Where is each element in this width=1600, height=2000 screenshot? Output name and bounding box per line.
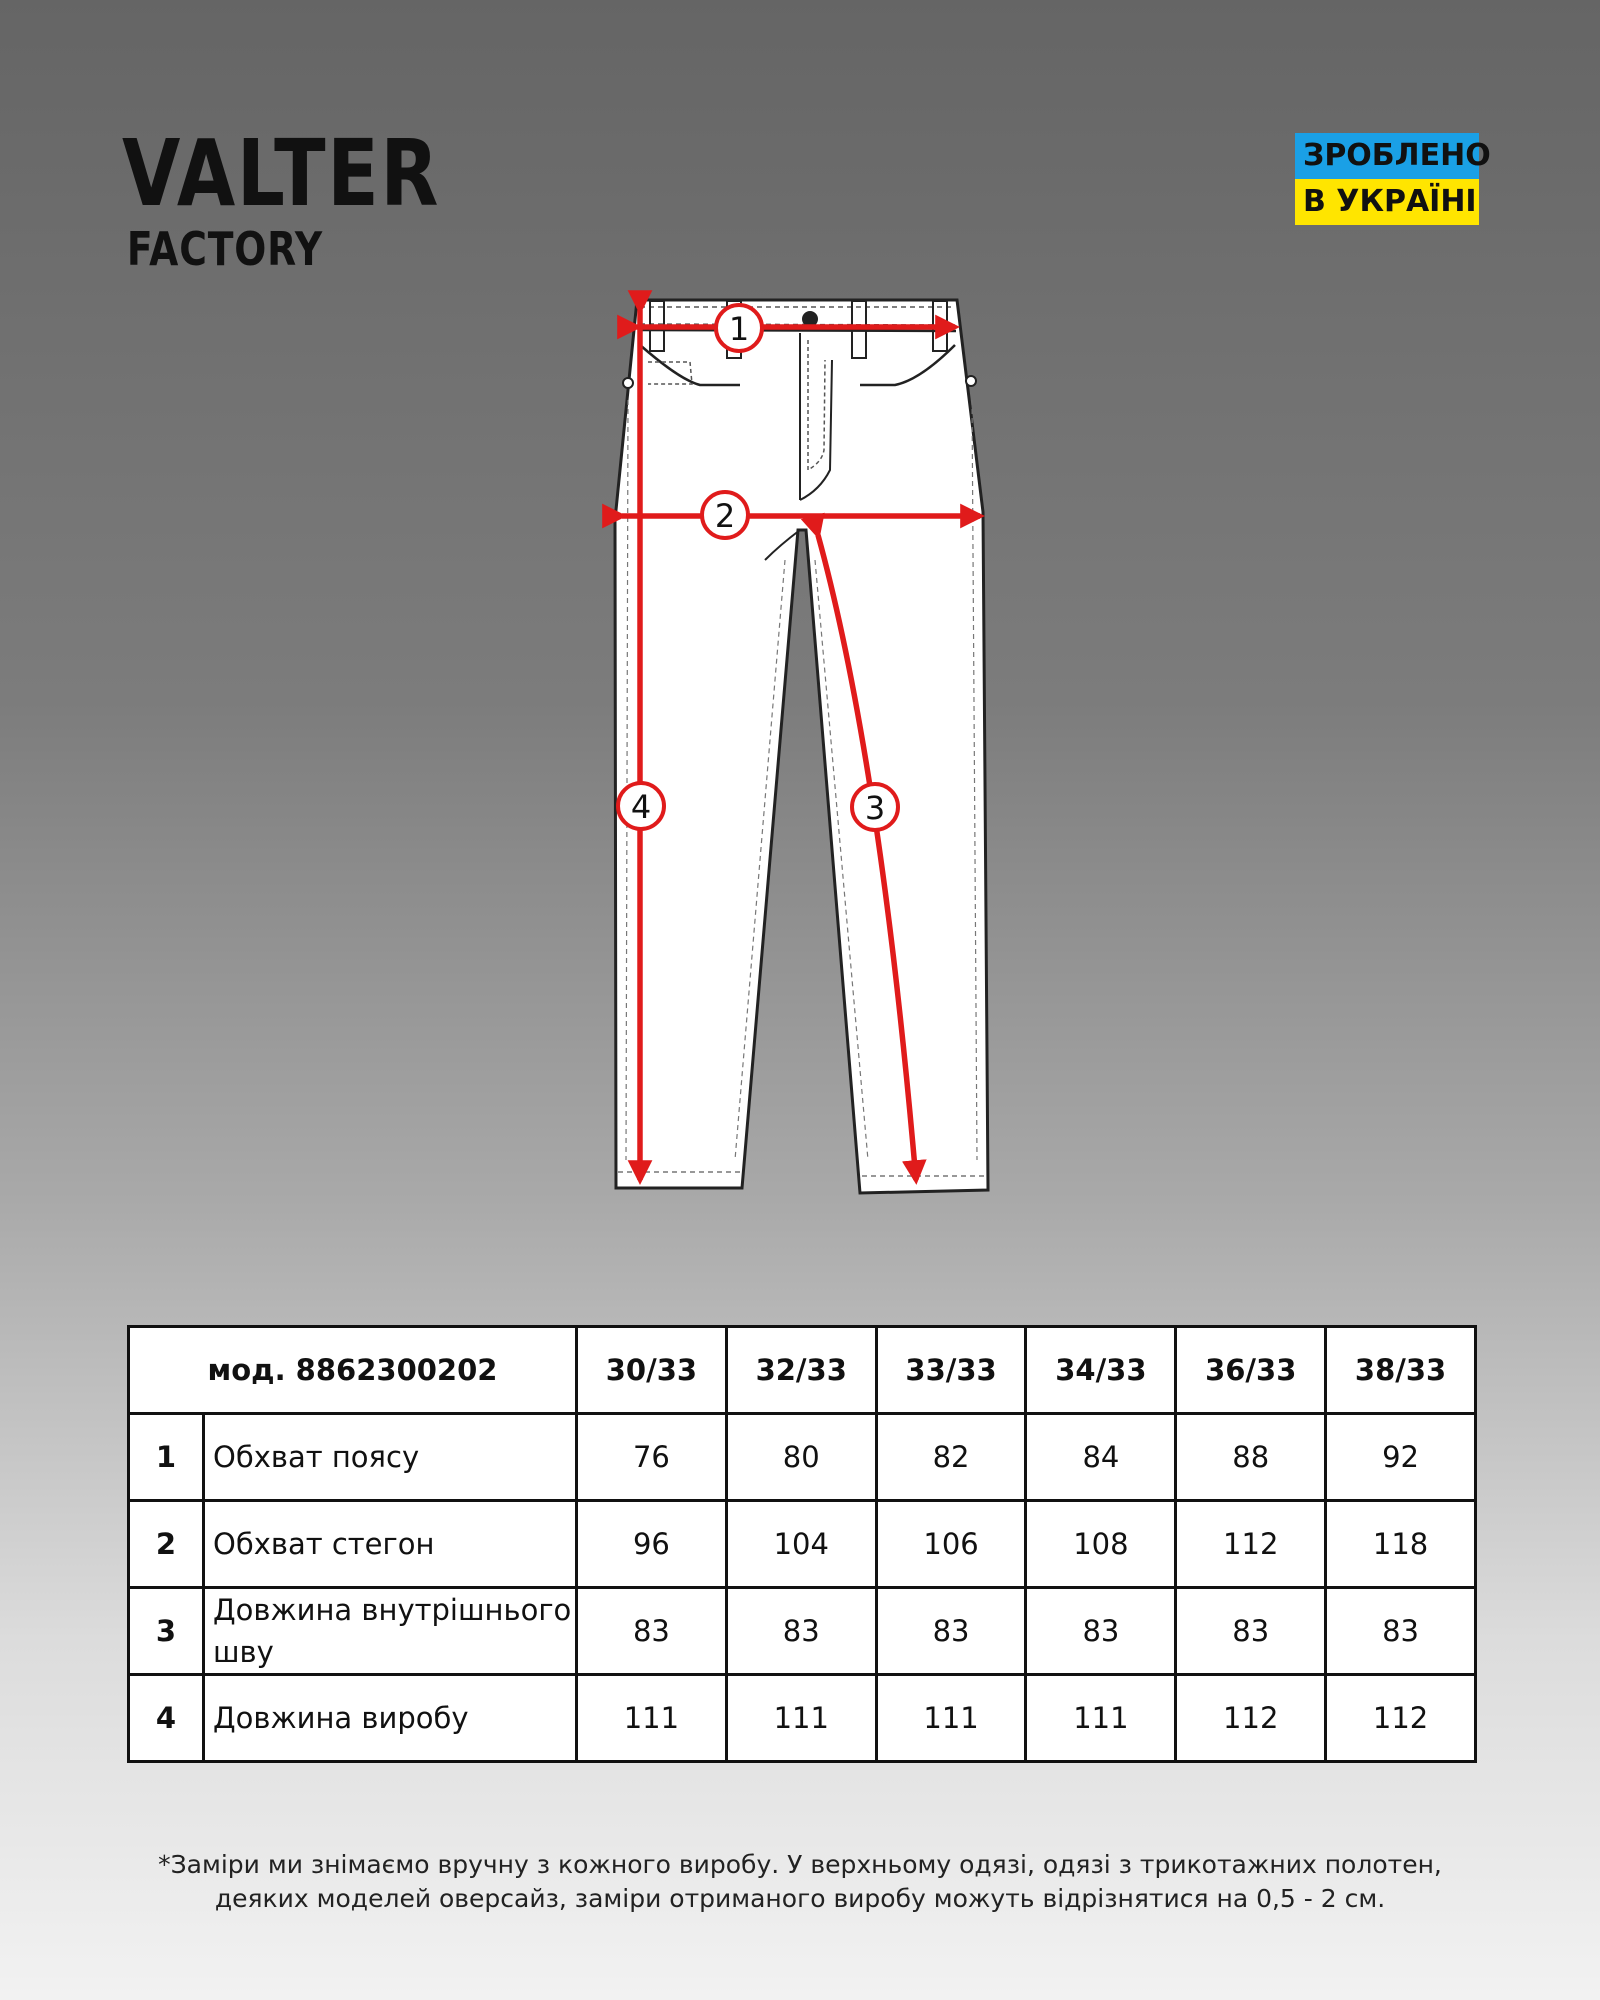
measurement-footnote	[80, 1848, 1520, 1916]
row-number: 4	[129, 1675, 204, 1762]
table-cell: 112	[1326, 1675, 1476, 1762]
table-row	[129, 1675, 1476, 1762]
row-label: Довжина внутрішнього шву	[204, 1588, 577, 1675]
row-label: Обхват стегон	[204, 1501, 577, 1588]
size-header: 32/33	[726, 1327, 876, 1414]
row-label: Довжина виробу	[204, 1675, 577, 1762]
size-header: 36/33	[1176, 1327, 1326, 1414]
row-number: 1	[129, 1414, 204, 1501]
marker-4	[618, 783, 664, 829]
table-cell: 104	[726, 1501, 876, 1588]
row-label: Обхват поясу	[204, 1414, 577, 1501]
table-cell: 106	[876, 1501, 1026, 1588]
svg-text:2: 2	[714, 497, 736, 535]
table-cell: 112	[1176, 1675, 1326, 1762]
table-cell: 83	[1176, 1588, 1326, 1675]
table-cell: 82	[876, 1414, 1026, 1501]
svg-text:1: 1	[728, 310, 750, 348]
model-number: мод. 8862300202	[129, 1327, 577, 1414]
table-cell: 83	[726, 1588, 876, 1675]
table-cell: 111	[1026, 1675, 1176, 1762]
table-row	[129, 1414, 1476, 1501]
size-header: 34/33	[1026, 1327, 1176, 1414]
table-cell: 92	[1326, 1414, 1476, 1501]
marker-3	[852, 784, 898, 830]
table-cell: 76	[577, 1414, 727, 1501]
table-cell: 88	[1176, 1414, 1326, 1501]
table-cell: 83	[876, 1588, 1026, 1675]
table-cell: 80	[726, 1414, 876, 1501]
table-cell: 118	[1326, 1501, 1476, 1588]
row-number: 3	[129, 1588, 204, 1675]
brand-subname: FACTORY	[126, 222, 324, 276]
pants-outline	[615, 300, 988, 1193]
table-cell: 83	[1326, 1588, 1476, 1675]
table-cell: 96	[577, 1501, 727, 1588]
table-header-row	[129, 1327, 1476, 1414]
table-row	[129, 1588, 1476, 1675]
size-table	[127, 1325, 1477, 1763]
footnote-line-1: *Заміри ми знімаємо вручну з кожного виробу. У верхньому одязі, одязі з трикотажних полотен,	[158, 1850, 1442, 1879]
table-cell: 83	[1026, 1588, 1176, 1675]
table-cell: 112	[1176, 1501, 1326, 1588]
footnote-line-2: деяких моделей оверсайз, заміри отриманого виробу можуть відрізнятися на 0,5 - 2 см.	[214, 1884, 1386, 1913]
svg-text:4: 4	[630, 788, 652, 826]
table-row	[129, 1501, 1476, 1588]
table-cell: 84	[1026, 1414, 1176, 1501]
size-header: 33/33	[876, 1327, 1026, 1414]
table-cell: 111	[577, 1675, 727, 1762]
size-header: 38/33	[1326, 1327, 1476, 1414]
table-cell: 111	[726, 1675, 876, 1762]
row-number: 2	[129, 1501, 204, 1588]
marker-2	[702, 492, 748, 538]
svg-text:3: 3	[864, 789, 886, 827]
table-cell: 108	[1026, 1501, 1176, 1588]
badge-line-1: ЗРОБЛЕНО	[1295, 133, 1479, 179]
brand-name: VALTER	[122, 120, 441, 227]
table-cell: 83	[577, 1588, 727, 1675]
marker-1	[716, 305, 762, 351]
table-cell: 111	[876, 1675, 1026, 1762]
badge-line-2: В УКРАЇНІ	[1295, 179, 1479, 225]
size-header: 30/33	[577, 1327, 727, 1414]
